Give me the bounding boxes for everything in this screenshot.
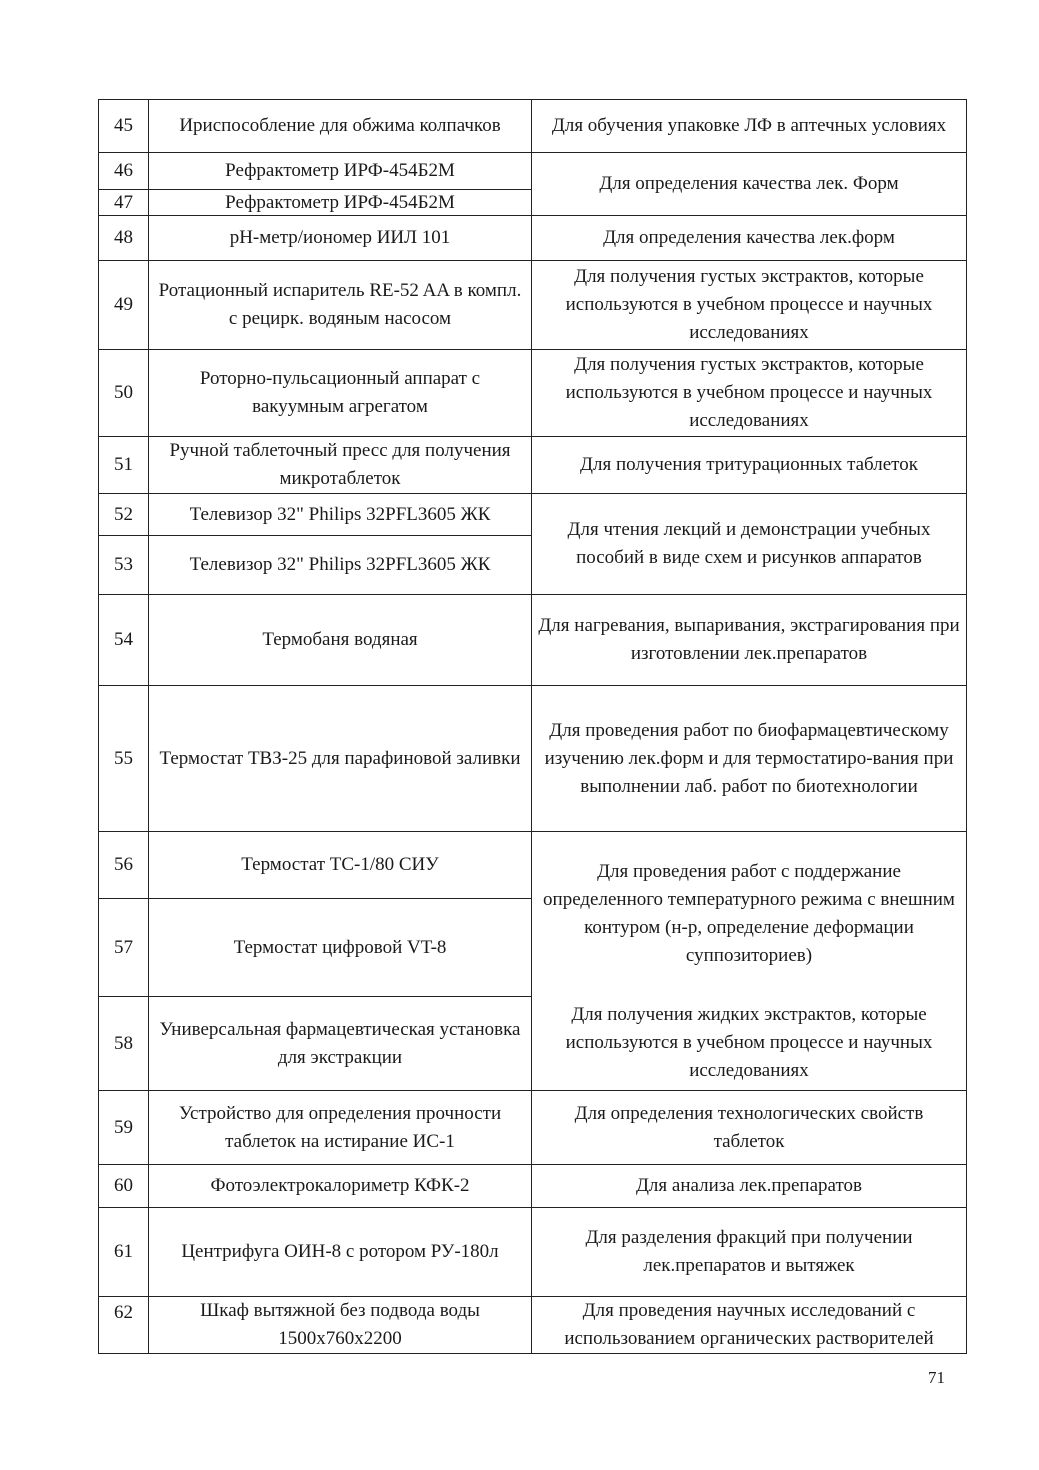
equipment-name: Рефрактометр ИРФ-454Б2М	[149, 190, 532, 216]
table-row	[99, 1091, 967, 1165]
equipment-name: Термостат цифровой VT-8	[149, 899, 532, 997]
equipment-name: Рефрактометр ИРФ-454Б2М	[149, 153, 532, 190]
equipment-name: Ириспособление для обжима колпачков	[149, 100, 532, 153]
row-number: 48	[99, 216, 149, 261]
equipment-purpose: Для определения качества лек. Форм	[532, 153, 967, 216]
row-number: 57	[99, 899, 149, 997]
equipment-purpose: Для обучения упаковке ЛФ в аптечных условиях	[532, 100, 967, 153]
equipment-name: Ручной таблеточный пресс для получения микротаблеток	[149, 437, 532, 494]
equipment-purpose: Для нагревания, выпаривания, экстрагирования при изготовлении лек.препаратов	[532, 595, 967, 686]
row-number: 52	[99, 494, 149, 536]
table-row	[99, 153, 967, 190]
equipment-purpose: Для определения качества лек.форм	[532, 216, 967, 261]
table-row	[99, 100, 967, 153]
table-row	[99, 1297, 967, 1354]
equipment-purpose: Для получения жидких экстрактов, которые используются в учебном процессе и научных исследованиях	[532, 997, 967, 1091]
equipment-name: Шкаф вытяжной без подвода воды 1500х760х2200	[149, 1297, 532, 1354]
row-number: 59	[99, 1091, 149, 1165]
page-number: 71	[928, 1368, 945, 1387]
equipment-name: Роторно-пульсационный аппарат с вакуумным агрегатом	[149, 350, 532, 437]
equipment-name: Универсальная фармацевтическая установка для экстракции	[149, 997, 532, 1091]
row-number: 49	[99, 261, 149, 350]
table-row	[99, 437, 967, 494]
table-row	[99, 261, 967, 350]
row-number: 50	[99, 350, 149, 437]
row-number: 51	[99, 437, 149, 494]
table-row	[99, 216, 967, 261]
equipment-purpose: Для определения технологических свойств таблеток	[532, 1091, 967, 1165]
row-number: 58	[99, 997, 149, 1091]
table-row	[99, 350, 967, 437]
equipment-purpose: Для получения тритурационных таблеток	[532, 437, 967, 494]
equipment-name: рН-метр/иономер ИИЛ 101	[149, 216, 532, 261]
equipment-name: Устройство для определения прочности таблеток на истирание ИС-1	[149, 1091, 532, 1165]
equipment-purpose: Для разделения фракций при получении лек.препаратов и вытяжек	[532, 1208, 967, 1297]
row-number: 55	[99, 686, 149, 832]
equipment-name: Термостат ТВЗ-25 для парафиновой заливки	[149, 686, 532, 832]
table-row	[99, 686, 967, 832]
row-number: 46	[99, 153, 149, 190]
table-row	[99, 494, 967, 536]
row-number: 45	[99, 100, 149, 153]
equipment-table	[98, 99, 967, 1354]
equipment-name: Термостат ТС-1/80 СИУ	[149, 832, 532, 899]
row-number: 47	[99, 190, 149, 216]
table-row	[99, 1165, 967, 1208]
table-row	[99, 997, 967, 1091]
row-number: 54	[99, 595, 149, 686]
equipment-purpose: Для получения густых экстрактов, которые используются в учебном процессе и научных исследованиях	[532, 261, 967, 350]
row-number: 53	[99, 536, 149, 595]
equipment-name: Фотоэлектрокалориметр КФК-2	[149, 1165, 532, 1208]
table-row	[99, 832, 967, 899]
equipment-purpose: Для проведения научных исследований с использованием органических растворителей	[532, 1297, 967, 1354]
equipment-name: Телевизор 32" Philips 32PFL3605 ЖК	[149, 494, 532, 536]
equipment-name: Телевизор 32" Philips 32PFL3605 ЖК	[149, 536, 532, 595]
equipment-purpose: Для проведения работ по биофармацевтическому изучению лек.форм и для термостатиро-вания при выполнении лаб. работ по биотехнологии	[532, 686, 967, 832]
row-number: 60	[99, 1165, 149, 1208]
row-number: 61	[99, 1208, 149, 1297]
table-row	[99, 1208, 967, 1297]
row-number: 62	[99, 1297, 149, 1354]
equipment-purpose: Для чтения лекций и демонстрации учебных пособий в виде схем и рисунков аппаратов	[532, 494, 967, 595]
row-number: 56	[99, 832, 149, 899]
equipment-purpose: Для получения густых экстрактов, которые используются в учебном процессе и научных исследованиях	[532, 350, 967, 437]
equipment-name: Термобаня водяная	[149, 595, 532, 686]
equipment-name: Центрифуга ОИН-8 с ротором РУ-180л	[149, 1208, 532, 1297]
equipment-purpose: Для проведения работ с поддержание определенного температурного режима с внешним контуром (н-р, определение деформации суппозиториев)	[532, 832, 967, 997]
equipment-purpose: Для анализа лек.препаратов	[532, 1165, 967, 1208]
table-row	[99, 595, 967, 686]
equipment-name: Ротационный испаритель RE-52 AA в компл. с рецирк. водяным насосом	[149, 261, 532, 350]
